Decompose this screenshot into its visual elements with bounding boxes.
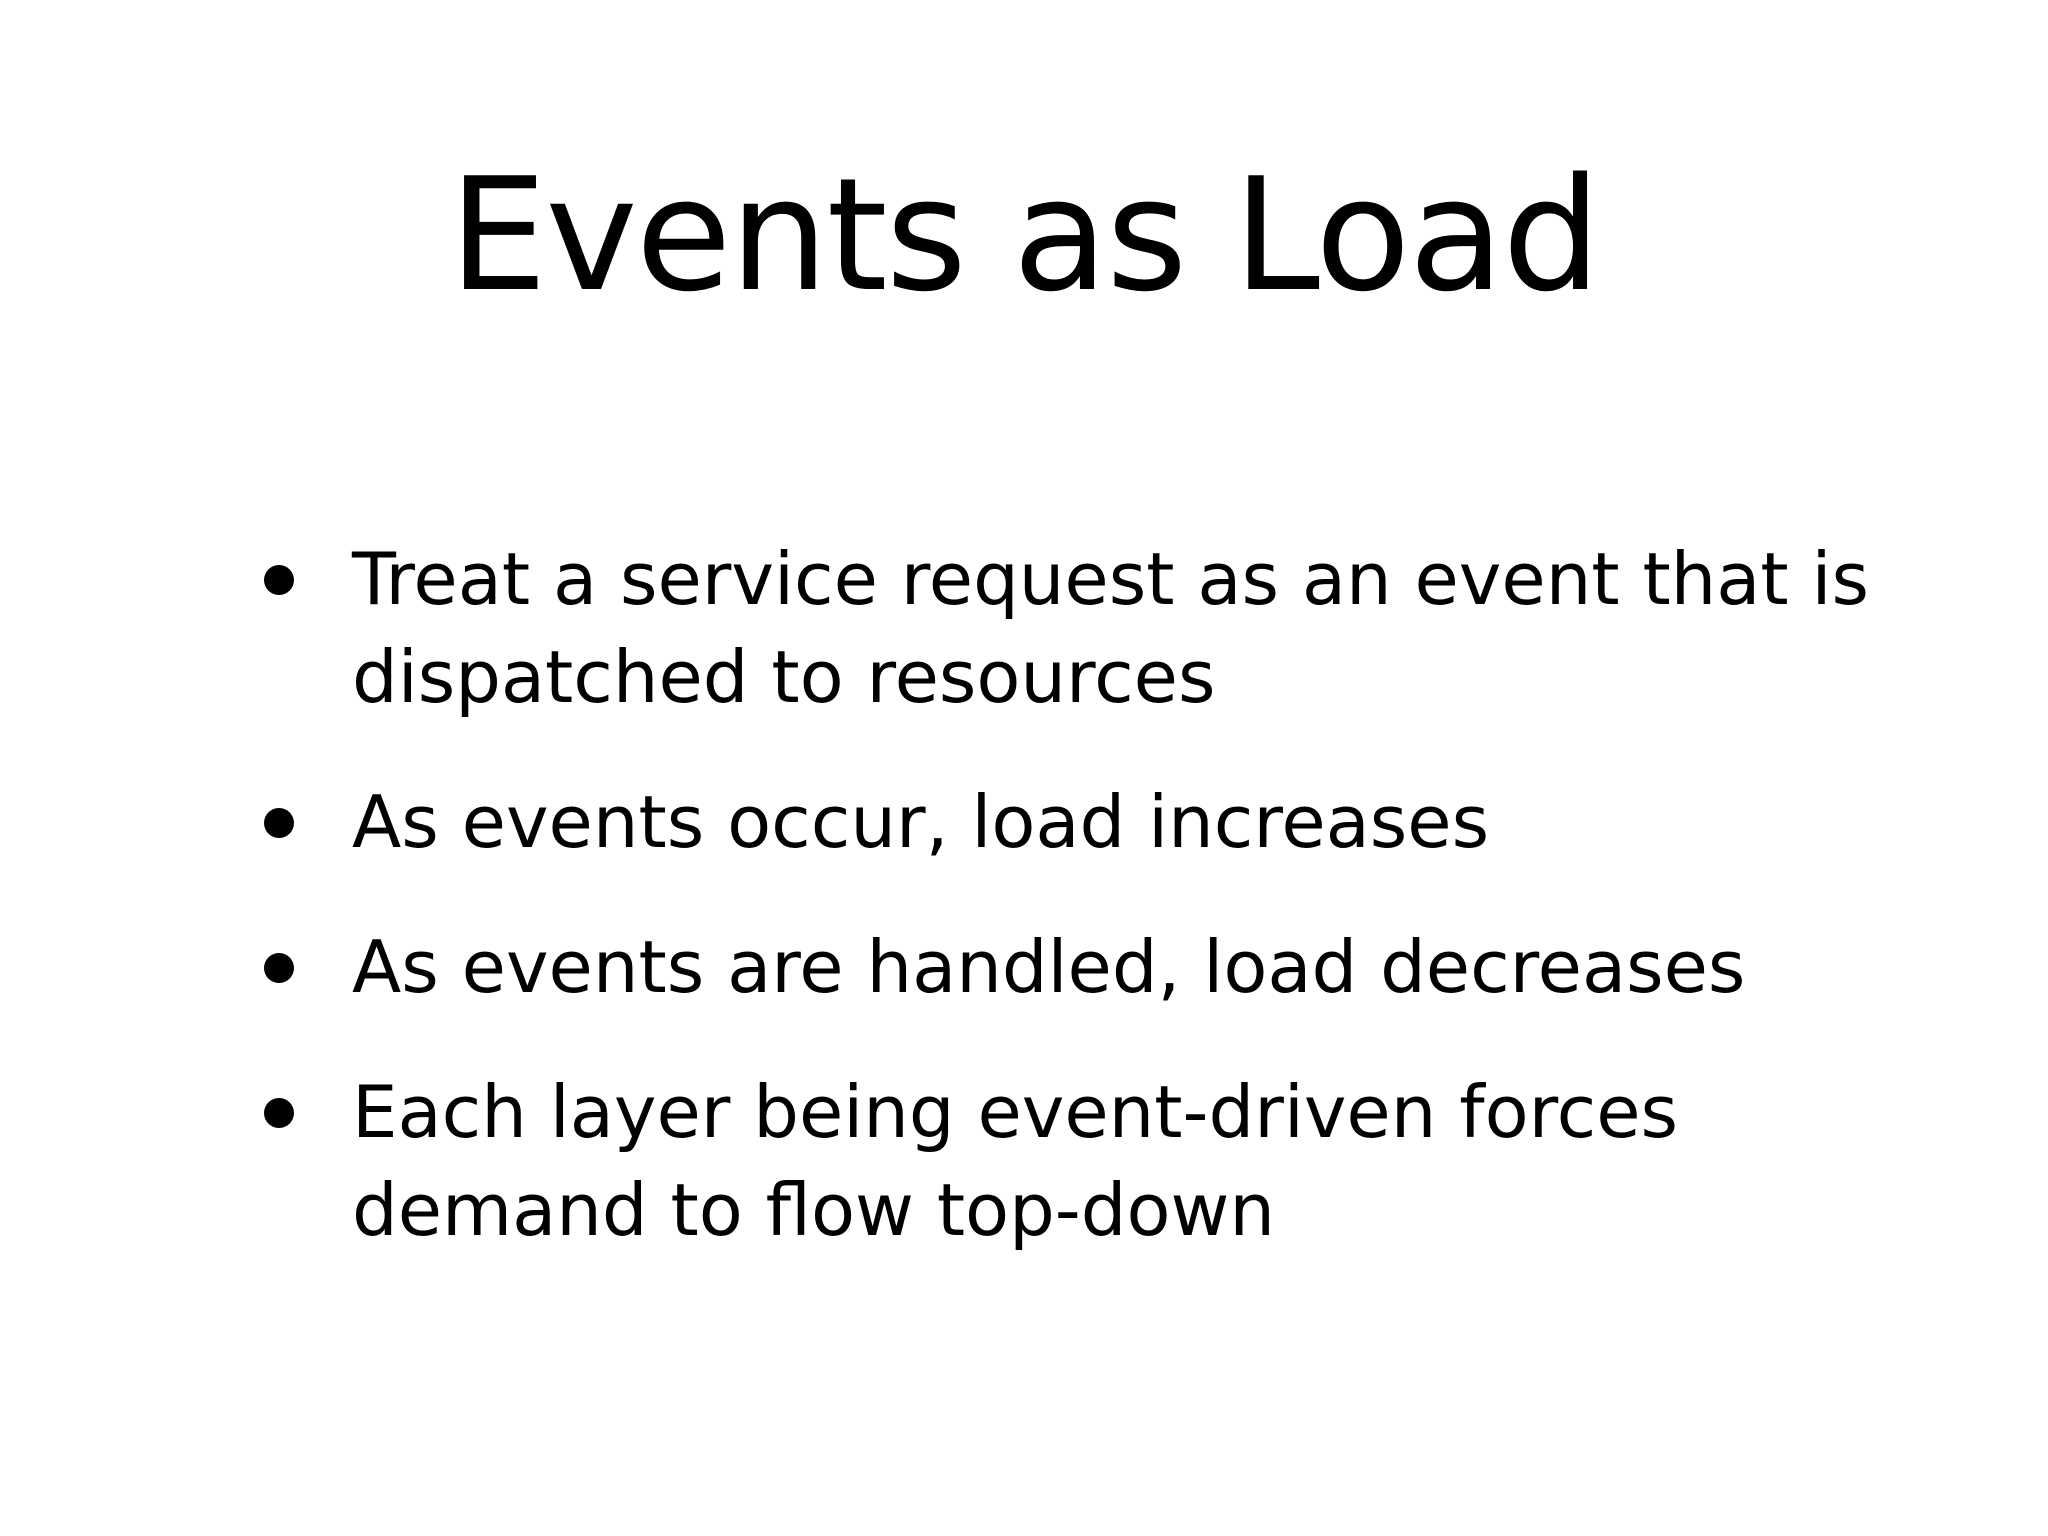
bullet-list bbox=[260, 530, 1880, 1306]
slide-title: Events as Load bbox=[448, 144, 1600, 326]
list-item bbox=[260, 1063, 1880, 1259]
list-item bbox=[260, 918, 1880, 1016]
list-item bbox=[260, 530, 1880, 726]
bullet-icon bbox=[264, 565, 294, 595]
bullet-icon bbox=[264, 808, 294, 838]
bullet-text: Each layer being event-driven forces demand to flow top-down bbox=[352, 1070, 1679, 1252]
bullet-text: As events occur, load increases bbox=[352, 780, 1490, 864]
bullet-text: As events are handled, load decreases bbox=[352, 925, 1746, 1009]
bullet-icon bbox=[264, 1098, 294, 1128]
list-item bbox=[260, 773, 1880, 871]
bullet-text: Treat a service request as an event that is dispatched to resources bbox=[352, 537, 1870, 719]
bullet-icon bbox=[264, 953, 294, 983]
